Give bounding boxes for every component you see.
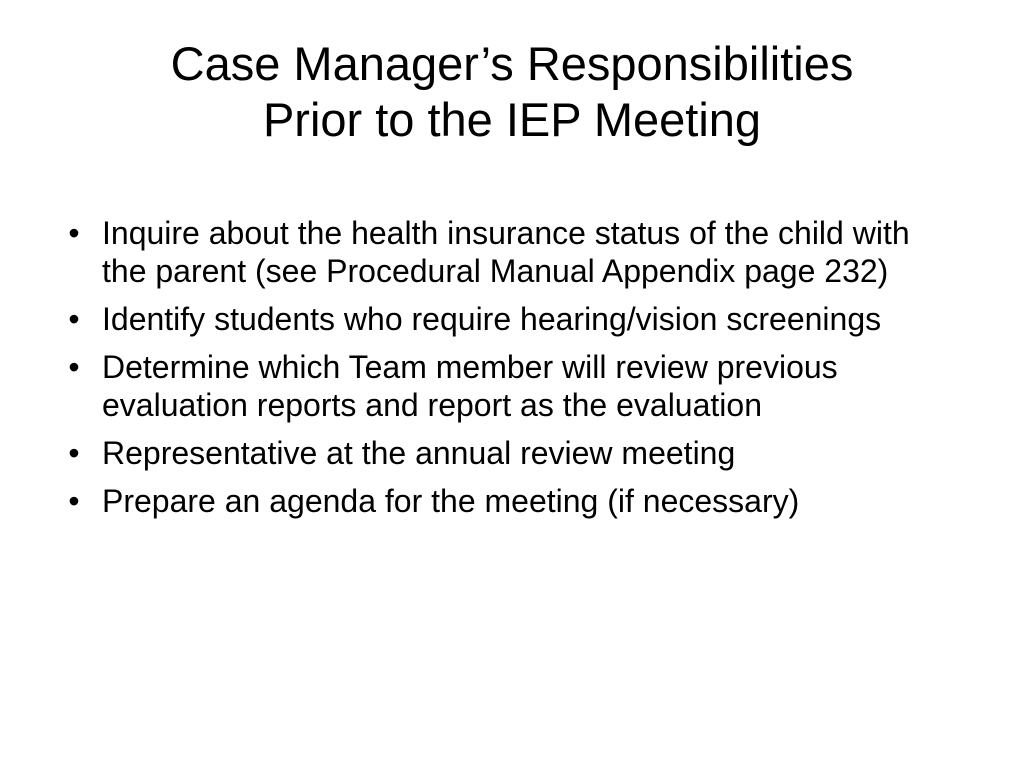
slide-title-line-1: Case Manager’s Responsibilities (170, 37, 854, 90)
bullet-point-icon: • (68, 349, 80, 385)
bullet-item-evaluation-reports (60, 348, 960, 424)
bullet-item-agenda (60, 482, 960, 520)
slide-title-line-2: Prior to the IEP Meeting (262, 93, 762, 146)
bullet-item-representative (60, 434, 960, 472)
bullet-text: Determine which Team member will review previous evaluation reports and report as the evaluation (102, 349, 838, 423)
bullet-point-icon: • (68, 435, 80, 471)
bullet-text: Representative at the annual review meeting (102, 435, 736, 471)
bullet-list (60, 214, 960, 530)
bullet-point-icon: • (68, 483, 80, 519)
bullet-text: Identify students who require hearing/vision screenings (102, 301, 882, 337)
bullet-text: Inquire about the health insurance status of the child with the parent (see Procedural Manual Appendix page 232) (102, 215, 910, 289)
bullet-item-health-insurance (60, 214, 960, 290)
bullet-point-icon: • (68, 301, 80, 337)
bullet-point-icon: • (68, 215, 80, 251)
slide-title (60, 36, 964, 148)
bullet-text: Prepare an agenda for the meeting (if necessary) (102, 483, 800, 519)
bullet-item-screenings (60, 300, 960, 338)
